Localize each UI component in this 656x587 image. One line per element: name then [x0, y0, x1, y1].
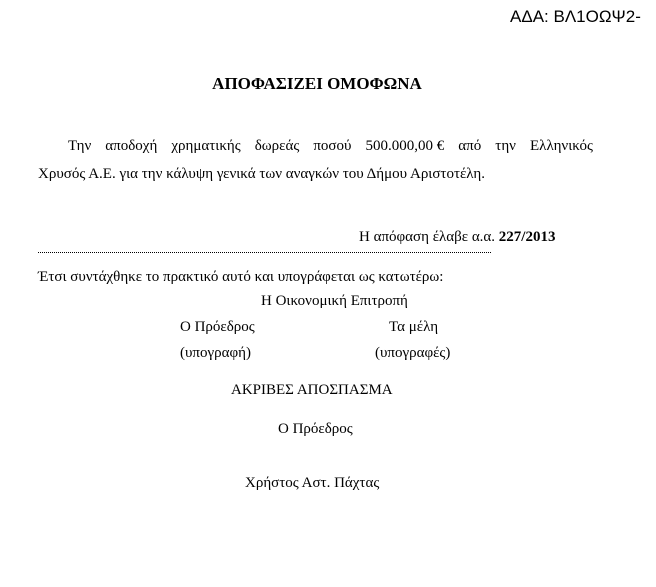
dotted-separator: [38, 251, 491, 253]
word: χρηματικής: [171, 138, 241, 154]
word: Ελληνικός: [530, 138, 593, 154]
members-signature: (υπογραφές): [375, 345, 451, 361]
word: από: [458, 138, 482, 154]
word: Την: [68, 138, 92, 154]
decision-number: 227/2013: [498, 229, 556, 245]
exact-copy-heading: ΑΚΡΙΒΕΣ ΑΠΟΣΠΑΣΜΑ: [231, 382, 393, 398]
amount: 500.000,00 €: [365, 138, 445, 154]
ada-code: ΑΔΑ: ΒΛ1ΟΩΨ2-: [510, 7, 641, 26]
decision-label: Η απόφαση έλαβε α.α.: [359, 229, 496, 245]
word: δωρεάς: [254, 138, 300, 154]
word: την: [495, 138, 516, 154]
president-signature: (υπογραφή): [180, 345, 251, 361]
word: αποδοχή: [105, 138, 158, 154]
paragraph-line-2: Χρυσός Α.Ε. για την κάλυψη γενικά των αναγκών του Δήμου Αριστοτέλη.: [38, 166, 486, 182]
members-label: Τα μέλη: [389, 319, 439, 335]
exact-copy-president: Ο Πρόεδρος: [278, 421, 353, 437]
paragraph-line-1: [38, 138, 593, 155]
word: ποσού: [313, 138, 352, 154]
signatory-name: Χρήστος Αστ. Πάχτας: [245, 475, 380, 491]
president-label: Ο Πρόεδρος: [180, 319, 255, 335]
decision-number-line: [359, 229, 555, 246]
committee-name: Η Οικονομική Επιτροπή: [261, 293, 408, 309]
decision-title: ΑΠΟΦΑΣΙΖΕΙ ΟΜΟΦΩΝΑ: [212, 74, 422, 93]
closing-statement: Έτσι συντάχθηκε το πρακτικό αυτό και υπογράφεται ως κατωτέρω:: [38, 269, 444, 285]
